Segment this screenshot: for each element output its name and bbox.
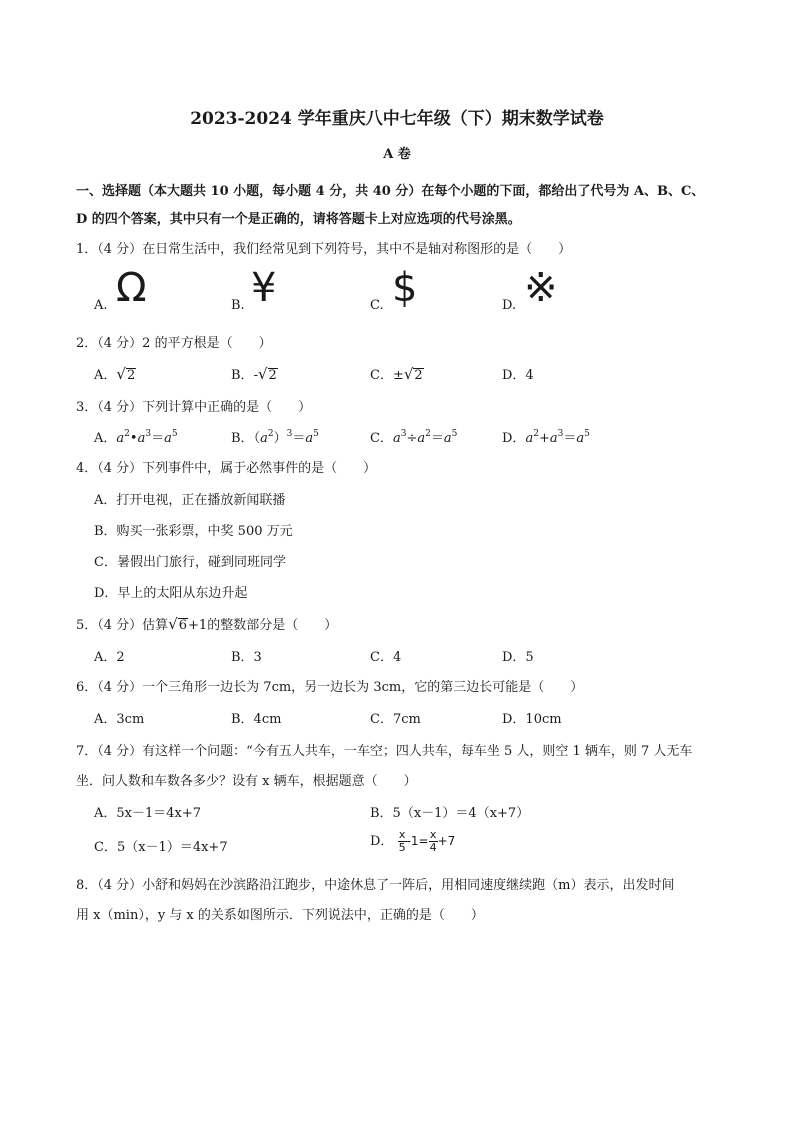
question-7-line2: 坐．问人数和车数各多少？设有 x 辆车，根据题意（ ） — [76, 774, 417, 789]
option-a: A．5x－1＝4x+7 — [94, 806, 202, 821]
volume-label: A 卷 — [383, 147, 411, 162]
dollar-icon: $ — [392, 265, 418, 311]
option-a-label: A. — [94, 298, 108, 313]
option-c: C．4 — [370, 650, 402, 665]
option-a: A．$a^2•a^3=a^5$ — [94, 429, 178, 446]
option-d: D．5 — [502, 650, 534, 665]
option-b-label: B. — [231, 298, 245, 313]
option-b: B．$(a^2)^3=a^5$ — [231, 429, 319, 446]
option-a: A．√2 — [94, 365, 136, 383]
question-1-stem: 1．（4 分）在日常生活中，我们经常见到下列符号，其中不是轴对称图形的是（ ） — [76, 242, 572, 257]
question-7-line1: 7．（4 分）有这样一个问题：“今有五人共车，一车空；四人共车，每车坐 5 人，则空 1 辆车，则 7 人无车 — [76, 744, 693, 759]
yen-icon: ¥ — [251, 265, 277, 311]
question-8-line1: 8．（4 分）小舒和妈妈在沙滨路沿江跑步，中途休息了一阵后，用相同速度继续跑（m）表示，出发时间 — [76, 878, 675, 893]
option-d: D．$a^2+a^3=a^5$ — [502, 429, 590, 446]
section-intro-line1: 一、选择题（本大题共 10 小题，每小题 4 分，共 40 分）在每个小题的下面，都给出了代号为 A、B、C、 — [76, 184, 705, 199]
question-2-stem: 2．（4 分）2 的平方根是（ ） — [76, 336, 272, 351]
option-d-label: D. — [502, 298, 517, 313]
question-4-stem: 4．（4 分）下列事件中，属于必然事件的是（ ） — [76, 461, 377, 476]
option-d: D．10cm — [502, 712, 562, 727]
option-b: B．5（x－1）＝4（x+7） — [370, 806, 530, 821]
option-d: D． $\frac{x}{5}$ -1= $\frac{x}{4}$ +7 — [370, 828, 456, 854]
fraction-x-over-4: $\frac{x}{4}$ — [429, 828, 437, 854]
question-5-stem: 5．（4 分）估算√6+1的整数部分是（ ） — [76, 615, 338, 633]
option-c: C．7cm — [370, 712, 421, 727]
option-d: D．4 — [502, 368, 534, 383]
option-c: C．5（x－1）＝4x+7 — [94, 840, 228, 855]
option-c: C．±√2 — [370, 365, 423, 383]
option-a: A．打开电视，正在播放新闻联播 — [94, 493, 286, 508]
option-c: C．暑假出门旅行，碰到同班同学 — [94, 555, 286, 570]
option-a: A．2 — [94, 650, 125, 665]
option-c-label: C. — [370, 298, 384, 313]
page-title: 2023-2024 学年重庆八中七年级（下）期末数学试卷 — [190, 109, 604, 129]
option-c: C．$a^3\div a^2=a^5$ — [370, 429, 458, 446]
option-b: B．4cm — [231, 712, 282, 727]
option-b: B．购买一张彩票，中奖 500 万元 — [94, 524, 293, 539]
fraction-x-over-5: $\frac{x}{5}$ — [398, 828, 406, 854]
option-a: A．3cm — [94, 712, 145, 727]
question-3-stem: 3．（4 分）下列计算中正确的是（ ） — [76, 400, 312, 415]
omega-icon: Ω — [116, 265, 147, 311]
option-b: B．3 — [231, 650, 262, 665]
section-intro-line2: D 的四个答案，其中只有一个是正确的，请将答题卡上对应选项的代号涂黑。 — [76, 212, 521, 227]
option-b: B．-√2 — [231, 365, 277, 383]
option-d: D．早上的太阳从东边升起 — [94, 586, 248, 601]
question-8-line2: 用 x（min），y 与 x 的关系如图所示．下列说法中，正确的是（ ） — [76, 908, 484, 923]
question-6-stem: 6．（4 分）一个三角形一边长为 7cm，另一边长为 3cm，它的第三边长可能是（ ） — [76, 680, 584, 695]
reference-mark-icon: ※ — [524, 265, 558, 311]
